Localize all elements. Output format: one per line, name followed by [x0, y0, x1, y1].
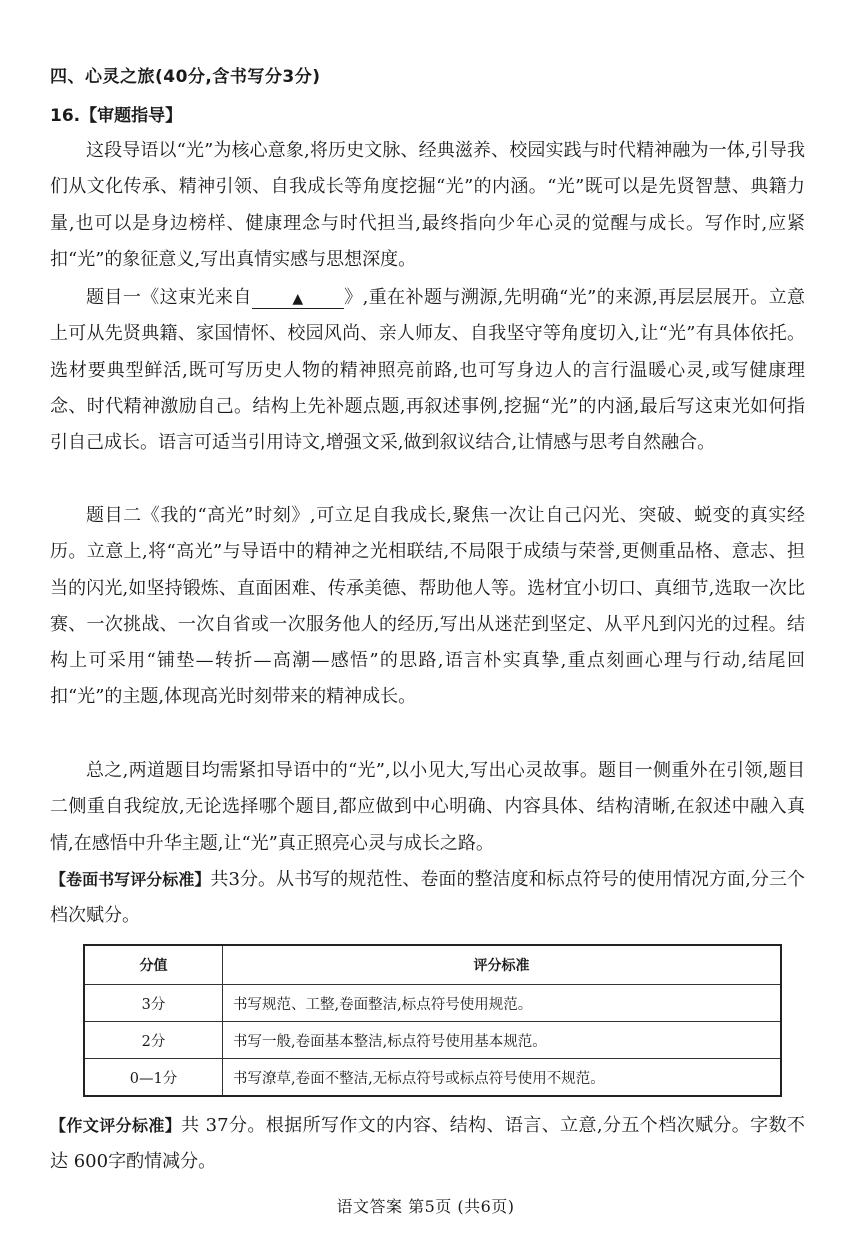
question-tag: 【审题指导】 [80, 106, 183, 126]
guidance-paragraph-intro: 这段导语以“光”为核心意象,将历史文脉、经典滋养、校园实践与时代精神融为一体,引导我们从文化传承、精神引领、自我成长等角度挖掘“光”的内涵。“光”既可以是先贤智慧、典籍力量,也可以是身边榜样、健康理念与时代担当,最终指向少年心灵的觉醒与成长。写作时,应紧扣“光”的象征意义,写出真情实感与思想深度。 [50, 140, 805, 270]
table-row [84, 1022, 781, 1059]
fill-in-blank: ▲ [252, 290, 344, 309]
guidance-paragraph-summary: 总之,两道题目均需紧扣导语中的“光”,以小见大,写出心灵故事。题目一侧重外在引领,题目二侧重自我绽放,无论选择哪个题目,都应做到中心明确、内容具体、结构清晰,在叙述中融入真情,在感悟中升华主题,让“光”真正照亮心灵与成长之路。 [50, 760, 805, 854]
table-cell-criteria: 书写一般,卷面基本整洁,标点符号使用基本规范。 [223, 1022, 782, 1059]
question-header [50, 101, 182, 126]
table-row [84, 985, 781, 1022]
essay-criteria-paragraph [50, 1108, 805, 1181]
question-number: 16. [50, 106, 81, 126]
topic-one-text-rest: 》,重在补题与溯源,先明确“光”的来源,再层层展开。立意上可从先贤典籍、家国情怀、校园风尚、亲人师友、自我坚守等角度切入,让“光”有具体依托。选材要典型鲜活,既可写历史人物的精神照亮前路,也可写身边人的言行温暖心灵,或写健康理念、时代精神激励自己。结构上先补题点题,再叙述事例,挖掘“光”的内涵,最后写这束光如何指引自己成长。语言可适当引用诗文,增强文采,做到叙议结合,让情感与思考自然融合。 [50, 287, 806, 454]
section-title: 四、心灵之旅(40分,含书写分3分) [50, 67, 321, 87]
handwriting-score-table [83, 944, 782, 1097]
table-cell-score: 2分 [84, 1022, 223, 1059]
essay-criteria-tag: 【作文评分标准】 [50, 1116, 182, 1135]
table-row [84, 1059, 781, 1097]
table-cell-criteria: 书写规范、工整,卷面整洁,标点符号使用规范。 [223, 985, 782, 1022]
guidance-paragraph-topic-one [50, 280, 805, 461]
table-header-score: 分值 [84, 945, 223, 985]
table-cell-score: 3分 [84, 985, 223, 1022]
table-cell-criteria: 书写潦草,卷面不整洁,无标点符号或标点符号使用不规范。 [223, 1059, 782, 1097]
table-header-criteria: 评分标准 [223, 945, 782, 985]
handwriting-criteria-paragraph [50, 862, 805, 935]
topic-one-text-start: 题目一《这束光来自 [86, 287, 252, 308]
handwriting-criteria-text: 共3分。从书写的规范性、卷面的整洁度和标点符号的使用情况方面,分三个档次赋分。 [50, 869, 805, 927]
guidance-paragraph-topic-two: 题目二《我的“高光”时刻》,可立足自我成长,聚焦一次让自己闪光、突破、蜕变的真实经历。立意上,将“高光”与导语中的精神之光相联结,不局限于成绩与荣誉,更侧重品格、意志、担当的闪光,如坚持锻炼、直面困难、传承美德、帮助他人等。选材宜小切口、真细节,选取一次比赛、一次挑战、一次自省或一次服务他人的经历,写出从迷茫到坚定、从平凡到闪光的过程。结构上可采用“铺垫—转折—高潮—感悟”的思路,语言朴实真挚,重点刻画心理与行动,结尾回扣“光”的主题,体现高光时刻带来的精神成长。 [50, 505, 805, 708]
handwriting-criteria-tag: 【卷面书写评分标准】 [50, 870, 211, 889]
table-header-row [84, 945, 781, 985]
essay-criteria-text: 共 37分。根据所写作文的内容、结构、语言、立意,分五个档次赋分。字数不达 600字酌情减分。 [50, 1115, 805, 1173]
page-footer: 语文答案 第5页 (共6页) [336, 1197, 515, 1216]
table-cell-score: 0—1分 [84, 1059, 223, 1097]
